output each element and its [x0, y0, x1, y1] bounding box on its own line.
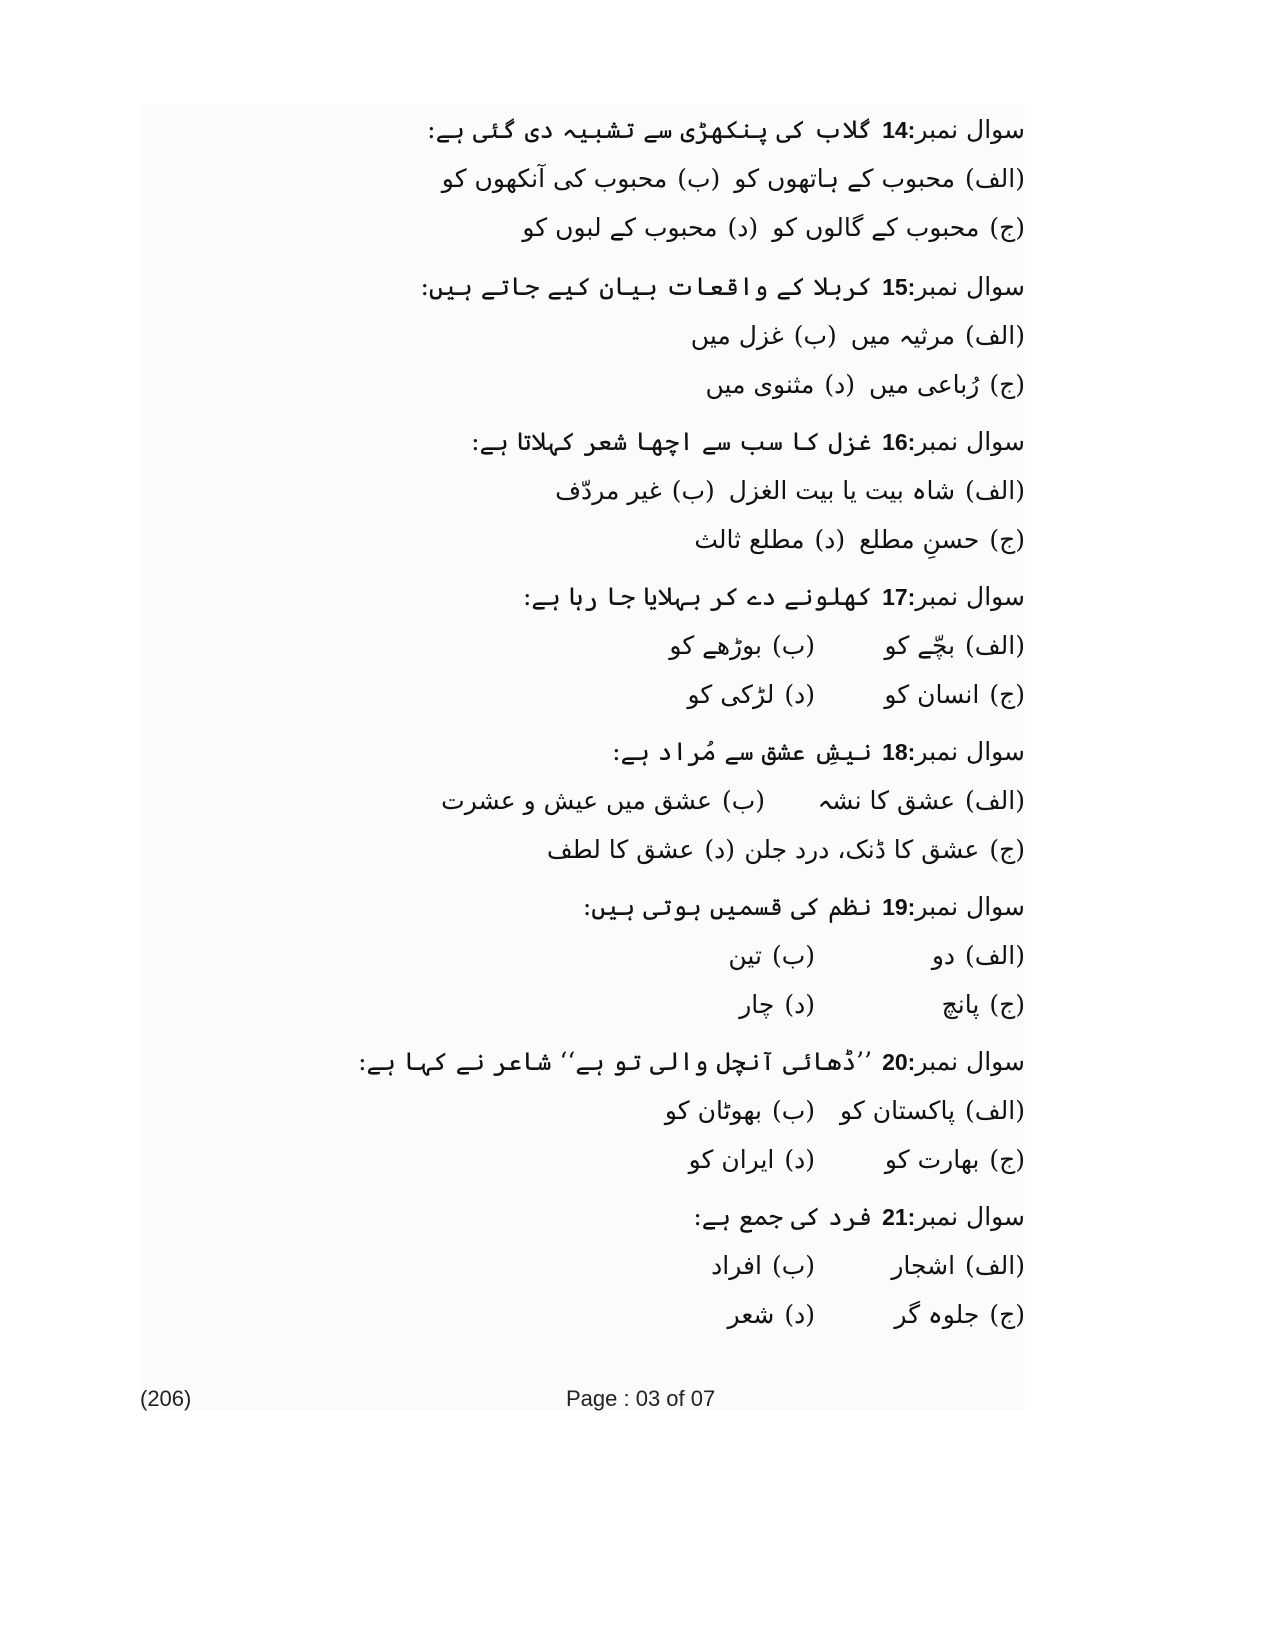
- option-marker: (ج): [989, 1300, 1025, 1329]
- paper-code: (206): [140, 1386, 192, 1411]
- question-title: [471, 425, 1025, 459]
- option-marker: (ب): [771, 1251, 815, 1280]
- option-marker: (ب): [793, 321, 837, 350]
- question-title: [358, 1045, 1025, 1079]
- answer-option: [441, 784, 765, 818]
- option-marker: (د): [824, 370, 856, 399]
- question-prefix: سوال نمبر: [915, 582, 1025, 611]
- question-text: فرد کی جمع ہے:: [693, 1202, 873, 1231]
- option-marker: (د): [704, 835, 735, 864]
- option-marker: (الف): [965, 164, 1025, 193]
- answer-option: [772, 211, 1025, 245]
- option-text: چار: [739, 990, 775, 1019]
- option-text: غیر مردّف: [555, 476, 662, 505]
- answer-option: [885, 629, 1025, 663]
- answer-option: [442, 162, 720, 196]
- question-number: 14:: [882, 117, 916, 143]
- answer-option: [744, 833, 1025, 867]
- answer-option: [691, 319, 837, 353]
- option-text: عشق کا لطف: [546, 835, 695, 864]
- question-title: [523, 580, 1025, 614]
- answer-option: [665, 1094, 815, 1128]
- option-marker: (الف): [965, 786, 1025, 815]
- option-text: جلوہ گر: [894, 1300, 980, 1329]
- answer-option: [884, 678, 1025, 712]
- question-number: 15:: [882, 274, 916, 300]
- question-prefix: سوال نمبر: [915, 1047, 1025, 1076]
- question-title: [612, 735, 1025, 769]
- option-text: پانچ: [941, 990, 980, 1019]
- question-text: گلاب کی پنکھڑی سے تشبیہ دی گئی ہے:: [427, 115, 873, 144]
- option-marker: (ج): [989, 680, 1025, 709]
- option-text: رُباعی میں: [869, 370, 980, 399]
- option-marker: (ج): [989, 525, 1025, 554]
- option-marker: (ب): [771, 631, 815, 660]
- option-text: بچّے کو: [884, 631, 956, 660]
- option-text: دو: [931, 941, 956, 970]
- option-marker: (د): [814, 525, 846, 554]
- option-text: محبوب کے لبوں کو: [522, 213, 718, 242]
- answer-option: [932, 939, 1025, 973]
- question-number: 21:: [882, 1204, 916, 1230]
- question-number: 16:: [882, 429, 916, 455]
- page-number: Page : 03 of 07: [566, 1386, 716, 1411]
- answer-option: [894, 1298, 1025, 1332]
- option-marker: (الف): [965, 631, 1025, 660]
- question-title: [583, 890, 1025, 924]
- option-marker: (د): [784, 1300, 815, 1329]
- question-text: نظم کی قسمیں ہوتی ہیں:: [582, 892, 873, 921]
- answer-option: [687, 678, 815, 712]
- answer-option: [869, 368, 1025, 402]
- question-prefix: سوال نمبر: [915, 1202, 1025, 1231]
- option-marker: (ج): [989, 835, 1025, 864]
- option-text: پاکستان کو: [839, 1096, 956, 1125]
- answer-option: [734, 162, 1025, 196]
- answer-option: [840, 1094, 1025, 1128]
- option-marker: (ب): [677, 164, 721, 193]
- option-marker: (ب): [671, 476, 715, 505]
- answer-option: [728, 1298, 815, 1332]
- option-text: مثنوی میں: [705, 370, 815, 399]
- question-text: غزل کا سب سے اچھا شعر کہلاتا ہے:: [471, 427, 873, 456]
- option-text: بوڑھے کو: [669, 631, 762, 660]
- answer-option: [669, 629, 815, 663]
- option-marker: (د): [784, 990, 815, 1019]
- option-text: افراد: [711, 1251, 762, 1280]
- answer-option: [555, 474, 715, 508]
- option-text: مرثیہ میں: [850, 321, 956, 350]
- question-prefix: سوال نمبر: [915, 427, 1025, 456]
- question-text: کربلا کے واقعات بیان کیے جاتے ہیں:: [420, 272, 873, 301]
- option-text: بھوٹان کو: [664, 1096, 762, 1125]
- option-text: محبوب کی آنکھوں کو: [441, 164, 668, 193]
- question-prefix: سوال نمبر: [915, 737, 1025, 766]
- question-prefix: سوال نمبر: [915, 115, 1025, 144]
- option-marker: (د): [784, 1145, 815, 1174]
- question-text: کھلونے دے کر بہلایا جا رہا ہے:: [523, 582, 873, 611]
- question-number: 17:: [882, 584, 916, 610]
- question-title: [693, 1200, 1025, 1234]
- question-prefix: سوال نمبر: [915, 272, 1025, 301]
- option-text: غزل میں: [690, 321, 784, 350]
- option-marker: (الف): [965, 1096, 1025, 1125]
- option-text: عشق کا ڈنک، درد جلن: [744, 835, 980, 864]
- question-number: 19:: [882, 894, 916, 920]
- option-marker: (د): [784, 680, 815, 709]
- option-marker: (د): [727, 213, 759, 242]
- option-marker: (الف): [965, 476, 1025, 505]
- answer-option: [891, 1249, 1025, 1283]
- answer-option: [739, 988, 815, 1022]
- question-text: نیشِ عشق سے مُراد ہے:: [612, 737, 873, 766]
- option-text: بھارت کو: [884, 1145, 980, 1174]
- question-title: [427, 113, 1025, 147]
- option-text: محبوب کے ہاتھوں کو: [734, 164, 956, 193]
- question-number: 18:: [882, 739, 916, 765]
- answer-option: [859, 523, 1025, 557]
- answer-option: [728, 939, 815, 973]
- option-marker: (ج): [989, 213, 1025, 242]
- question-text: ’’ڈھائی آنچل والی تو ہے‘‘ شاعر نے کہا ہے:: [358, 1047, 873, 1076]
- option-text: عشق کا نشہ: [817, 786, 956, 815]
- answer-option: [547, 833, 735, 867]
- option-text: لڑکی کو: [687, 680, 775, 709]
- option-marker: (ب): [771, 941, 815, 970]
- answer-option: [711, 1249, 815, 1283]
- option-text: انسان کو: [884, 680, 980, 709]
- option-text: اشجار: [891, 1251, 956, 1280]
- answer-option: [851, 319, 1025, 353]
- answer-option: [942, 988, 1025, 1022]
- option-marker: (ج): [989, 1145, 1025, 1174]
- option-text: حسنِ مطلع: [859, 525, 980, 554]
- question-title: [420, 270, 1025, 304]
- option-marker: (الف): [965, 1251, 1025, 1280]
- option-marker: (ب): [771, 1096, 815, 1125]
- answer-option: [694, 523, 845, 557]
- option-text: مطلع ثالث: [694, 525, 805, 554]
- option-marker: (ج): [989, 990, 1025, 1019]
- option-text: ایران کو: [688, 1145, 775, 1174]
- answer-option: [689, 1143, 815, 1177]
- option-text: شعر: [727, 1300, 775, 1329]
- answer-option: [818, 784, 1025, 818]
- option-text: تین: [728, 941, 762, 970]
- option-marker: (الف): [965, 321, 1025, 350]
- answer-option: [706, 368, 856, 402]
- option-marker: (ج): [989, 370, 1025, 399]
- option-text: شاہ بیت یا بیت الغزل: [728, 476, 956, 505]
- question-number: 20:: [882, 1049, 916, 1075]
- option-text: عشق میں عیش و عشرت: [441, 786, 712, 815]
- option-marker: (الف): [965, 941, 1025, 970]
- answer-option: [522, 211, 758, 245]
- answer-option: [885, 1143, 1025, 1177]
- question-prefix: سوال نمبر: [915, 892, 1025, 921]
- option-marker: (ب): [721, 786, 765, 815]
- answer-option: [729, 474, 1025, 508]
- option-text: محبوب کے گالوں کو: [772, 213, 980, 242]
